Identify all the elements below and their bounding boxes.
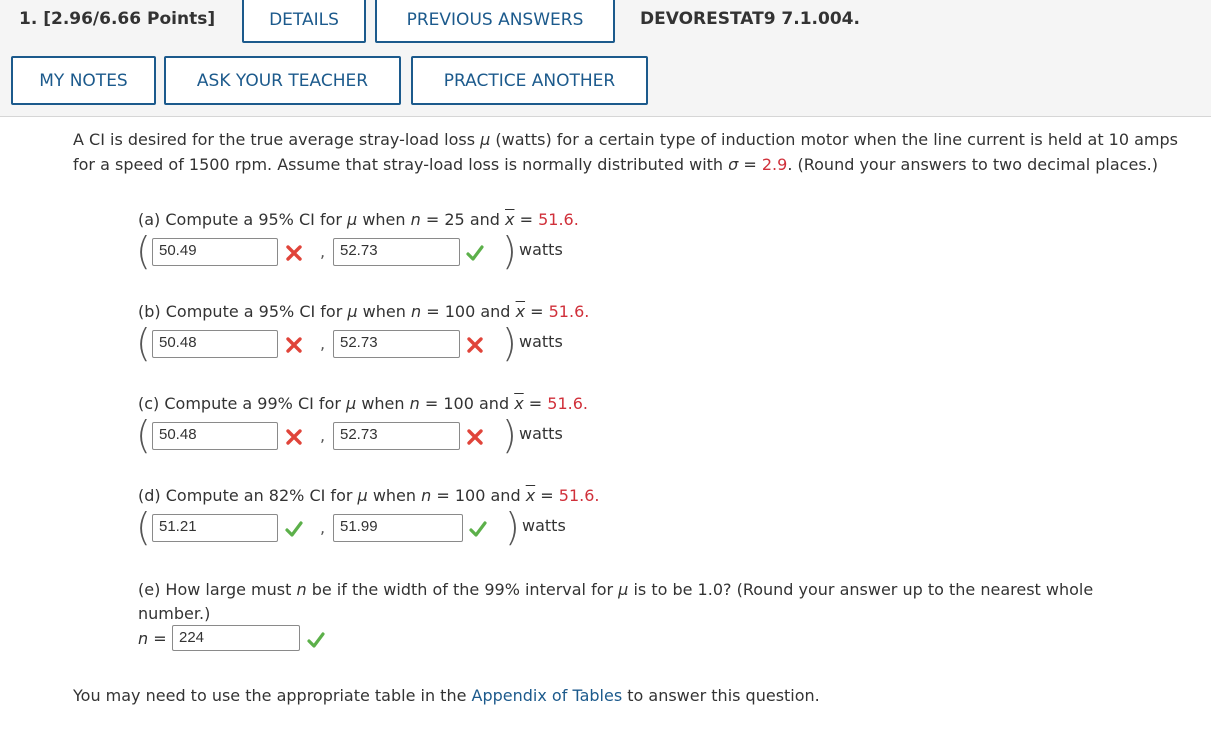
cross-icon xyxy=(284,243,304,263)
cross-icon xyxy=(284,335,304,355)
part-e-answer-input[interactable]: 224 xyxy=(172,625,300,651)
points-label: [2.96/6.66 Points] xyxy=(43,9,216,29)
part-a-upper-input[interactable]: 52.73 xyxy=(333,238,460,266)
footer-note: You may need to use the appropriate table in the Appendix of Tables to answer this question. xyxy=(73,686,820,705)
part-d-lower-input[interactable]: 51.21 xyxy=(152,514,278,542)
unit-label: watts xyxy=(519,332,563,351)
unit-label: watts xyxy=(522,516,566,535)
question-number: 1. xyxy=(19,9,38,29)
unit-label: watts xyxy=(519,424,563,443)
right-paren: ) xyxy=(502,413,517,457)
interval-separator: , xyxy=(320,242,326,261)
left-paren: ( xyxy=(136,321,151,365)
cross-icon xyxy=(284,427,304,447)
interval-separator: , xyxy=(320,426,326,445)
check-icon xyxy=(465,243,485,263)
part-c-upper-input[interactable]: 52.73 xyxy=(333,422,460,450)
left-paren: ( xyxy=(136,229,151,273)
check-icon xyxy=(468,519,488,539)
part-e-n-label: n = xyxy=(138,629,167,648)
part-b-lower-input[interactable]: 50.48 xyxy=(152,330,278,358)
question-header xyxy=(0,0,1211,117)
part-c-question: (c) Compute a 99% CI for μ when n = 100 and $\overline{x} = 51.6$. xyxy=(138,394,588,413)
sigma-value: 2.9 xyxy=(761,155,788,174)
part-e-question: (e) How large must n be if the width of the 99% interval for μ is to be 1.0? (Round your answer up to the nearest whole number.) xyxy=(138,580,1094,623)
interval-separator: , xyxy=(320,334,326,353)
part-d-upper-input[interactable]: 51.99 xyxy=(333,514,463,542)
right-paren: ) xyxy=(505,505,520,549)
right-paren: ) xyxy=(502,321,517,365)
my-notes-button[interactable]: MY NOTES xyxy=(11,56,156,105)
ask-teacher-button[interactable]: ASK YOUR TEACHER xyxy=(164,56,401,105)
unit-label: watts xyxy=(519,240,563,259)
cross-icon xyxy=(465,427,485,447)
check-icon xyxy=(284,519,304,539)
appendix-link[interactable]: Appendix of Tables xyxy=(471,686,623,705)
details-button[interactable]: DETAILS xyxy=(242,0,366,43)
part-d-question: (d) Compute an 82% CI for μ when n = 100 and $\overline{x} = 51.6$. xyxy=(138,486,600,505)
practice-another-button[interactable]: PRACTICE ANOTHER xyxy=(411,56,648,105)
check-icon xyxy=(306,630,326,650)
interval-separator: , xyxy=(320,518,326,537)
part-b-question: (b) Compute a 95% CI for μ when n = 100 and $\overline{x} = 51.6$. xyxy=(138,302,590,321)
question-code: DEVORESTAT9 7.1.004. xyxy=(640,9,860,29)
problem-statement: A CI is desired for the true average stray-load loss μ (watts) for a certain type of induction motor when the line current is held at 10 amps for a speed of 1500 rpm. Assume that stray-load loss is normally distributed with σ = 2.9. (Round your answers to two decimal places.) xyxy=(73,130,1178,174)
part-c-lower-input[interactable]: 50.48 xyxy=(152,422,278,450)
left-paren: ( xyxy=(136,505,151,549)
part-b-upper-input[interactable]: 52.73 xyxy=(333,330,460,358)
right-paren: ) xyxy=(502,229,517,273)
left-paren: ( xyxy=(136,413,151,457)
part-a-question: (a) Compute a 95% CI for μ when n = 25 and $\overline{x} = 51.6$. xyxy=(138,210,579,229)
question-points xyxy=(19,9,215,29)
part-a-lower-input[interactable]: 50.49 xyxy=(152,238,278,266)
cross-icon xyxy=(465,335,485,355)
previous-answers-button[interactable]: PREVIOUS ANSWERS xyxy=(375,0,615,43)
